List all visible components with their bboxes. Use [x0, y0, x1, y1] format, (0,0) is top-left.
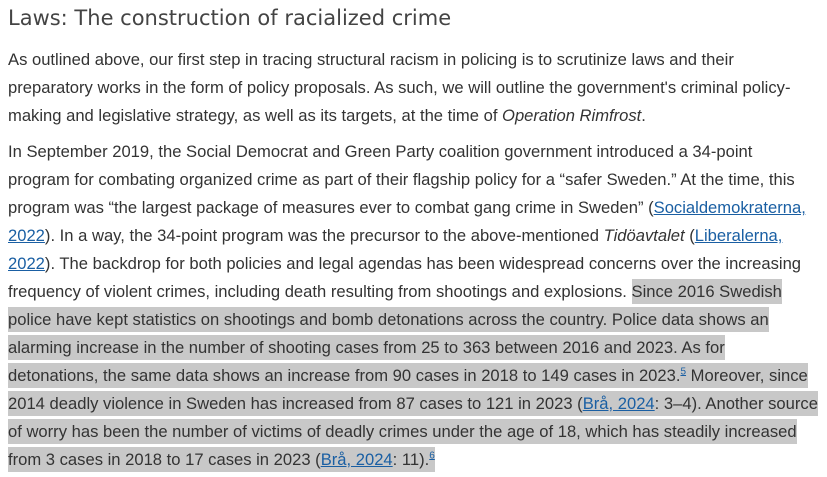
paragraph-intro: [8, 46, 827, 130]
text: program was “the largest package of measures ever to combat gang crime in Sweden” (: [8, 198, 654, 217]
text-line: [8, 222, 827, 250]
text-line: [8, 418, 827, 446]
highlighted-text[interactable]: of worry has been the number of victims of deadly crimes under the age of 18, which has steadily increased: [8, 419, 797, 444]
text: In September 2019, the Social Democrat and Green Party coalition government introduced a 34-point: [8, 142, 753, 161]
highlighted-text[interactable]: alarming increase in the number of shooting cases from 25 to 363 between 2016 and 2023. As for: [8, 335, 725, 360]
citation-link-bra-2024-second[interactable]: Brå, 2024: [320, 450, 393, 469]
text-line: [8, 194, 827, 222]
text-line: [8, 102, 827, 130]
text: 2014 deadly violence in Sweden has increased from 87 cases to 121 in 2023 (: [8, 394, 583, 413]
highlighted-text[interactable]: Since 2016 Swedish: [632, 279, 782, 304]
section-heading: Laws: The construction of racialized crime: [8, 6, 452, 30]
text: frequency of violent crimes, including death resulting from shootings and explosions.: [8, 282, 632, 301]
text: making and legislative strategy, as well as its targets, at the time of: [8, 106, 503, 125]
text-line: [8, 334, 827, 362]
text-line: [8, 74, 827, 102]
text-line: [8, 138, 827, 166]
text-line: [8, 250, 827, 278]
text-line: [8, 446, 827, 474]
text-line: [8, 46, 827, 74]
text: program for combating organized crime as part of their flagship policy for a “safer Sweden.” At the time, this: [8, 170, 795, 189]
paragraph-main: [8, 138, 827, 474]
text: .: [641, 106, 646, 125]
citation-link-socialdemokraterna[interactable]: Socialdemokraterna,: [653, 198, 806, 217]
text: detonations, the same data shows an increase from 90 cases in 2018 to 149 cases in 2023.: [8, 366, 681, 385]
footnote-link-6[interactable]: 6: [429, 450, 435, 462]
highlighted-text[interactable]: [8, 391, 818, 416]
text: preparatory works in the form of policy proposals. As such, we will outline the government's criminal policy-: [8, 78, 791, 97]
text: (: [684, 226, 695, 245]
text: : 11).: [392, 450, 430, 469]
operation-name: Operation Rimfrost: [502, 106, 642, 125]
footnote-link-5[interactable]: 5: [680, 366, 687, 378]
text: from 3 cases in 2018 to 17 cases in 2023 (: [8, 450, 321, 469]
text-line: [8, 278, 827, 306]
highlighted-text[interactable]: [8, 447, 435, 472]
text: ). In a way, the 34-point program was the precursor to the above-mentioned: [44, 226, 604, 245]
text: : 3–4). Another source: [654, 394, 818, 413]
citation-link-liberalerna[interactable]: Liberalerna,: [694, 226, 783, 245]
highlighted-text[interactable]: police have kept statistics on shootings and bomb detonations across the country. Police data shows an: [8, 307, 769, 332]
text: As outlined above, our first step in tracing structural racism in policing is to scrutinize laws and their: [8, 50, 734, 69]
agreement-name: Tidöavtalet: [603, 226, 685, 245]
citation-link-socialdemokraterna-year[interactable]: 2022: [8, 226, 45, 245]
citation-link-bra-2024[interactable]: Brå, 2024: [582, 394, 655, 413]
text-line: [8, 306, 827, 334]
text-line: [8, 390, 827, 418]
text-line: [8, 362, 827, 390]
text: Moreover, since: [686, 366, 808, 385]
text: ). The backdrop for both policies and legal agendas has been widespread concerns over the increasing: [44, 254, 802, 273]
highlighted-text[interactable]: [8, 363, 808, 388]
text-line: [8, 166, 827, 194]
citation-link-liberalerna-year[interactable]: 2022: [8, 254, 45, 273]
